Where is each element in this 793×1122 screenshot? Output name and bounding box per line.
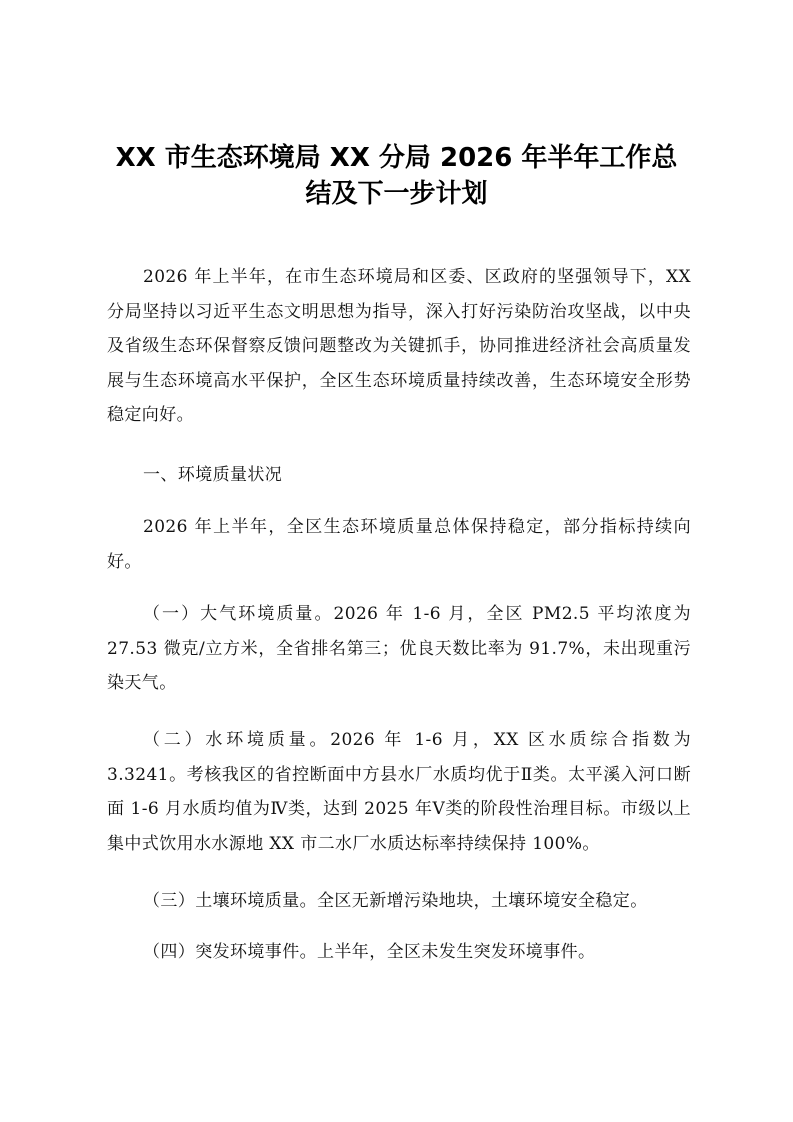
- document-title: [100, 140, 693, 212]
- section-summary-paragraph: 2026 年上半年，全区生态环境质量总体保持稳定，部分指标持续向好。: [107, 517, 691, 572]
- air-quality-paragraph: （一）大气环境质量。2026 年 1-6 月，全区 PM2.5 平均浓度为 27.53 微克/立方米，全省排名第三；优良天数比率为 91.7%，未出现重污染天气。: [107, 604, 691, 693]
- emergency-events-paragraph: （四）突发环境事件。上半年，全区未发生突发环境事件。: [143, 942, 596, 962]
- water-quality-paragraph: （二）水环境质量。2026 年 1-6 月，XX 区水质综合指数为 3.3241。考核我区的省控断面中方县水厂水质均优于Ⅱ类。太平溪入河口断面 1-6 月水质均值为Ⅳ类，达到 2025 年Ⅴ类的阶段性治理目标。市级以上集中式饮用水水源地 XX 市二水厂水质达标率持续保持 100%。: [107, 730, 691, 854]
- section-heading-environment-quality: 一、环境质量状况: [143, 465, 283, 485]
- soil-quality-paragraph: （三）土壤环境质量。全区无新增污染地块，土壤环境安全稳定。: [143, 891, 648, 911]
- title-line-2: 结及下一步计划: [305, 179, 488, 209]
- title-line-1: XX 市生态环境局 XX 分局 2026 年半年工作总: [115, 143, 678, 173]
- intro-paragraph: 2026 年上半年，在市生态环境局和区委、区政府的坚强领导下，XX 分局坚持以习近平生态文明思想为指导，深入打好污染防治攻坚战，以中央及省级生态环保督察反馈问题整改为关键抓手，协同推进经济社会高质量发展与生态环境高水平保护，全区生态环境质量持续改善，生态环境安全形势稳定向好。: [107, 267, 691, 425]
